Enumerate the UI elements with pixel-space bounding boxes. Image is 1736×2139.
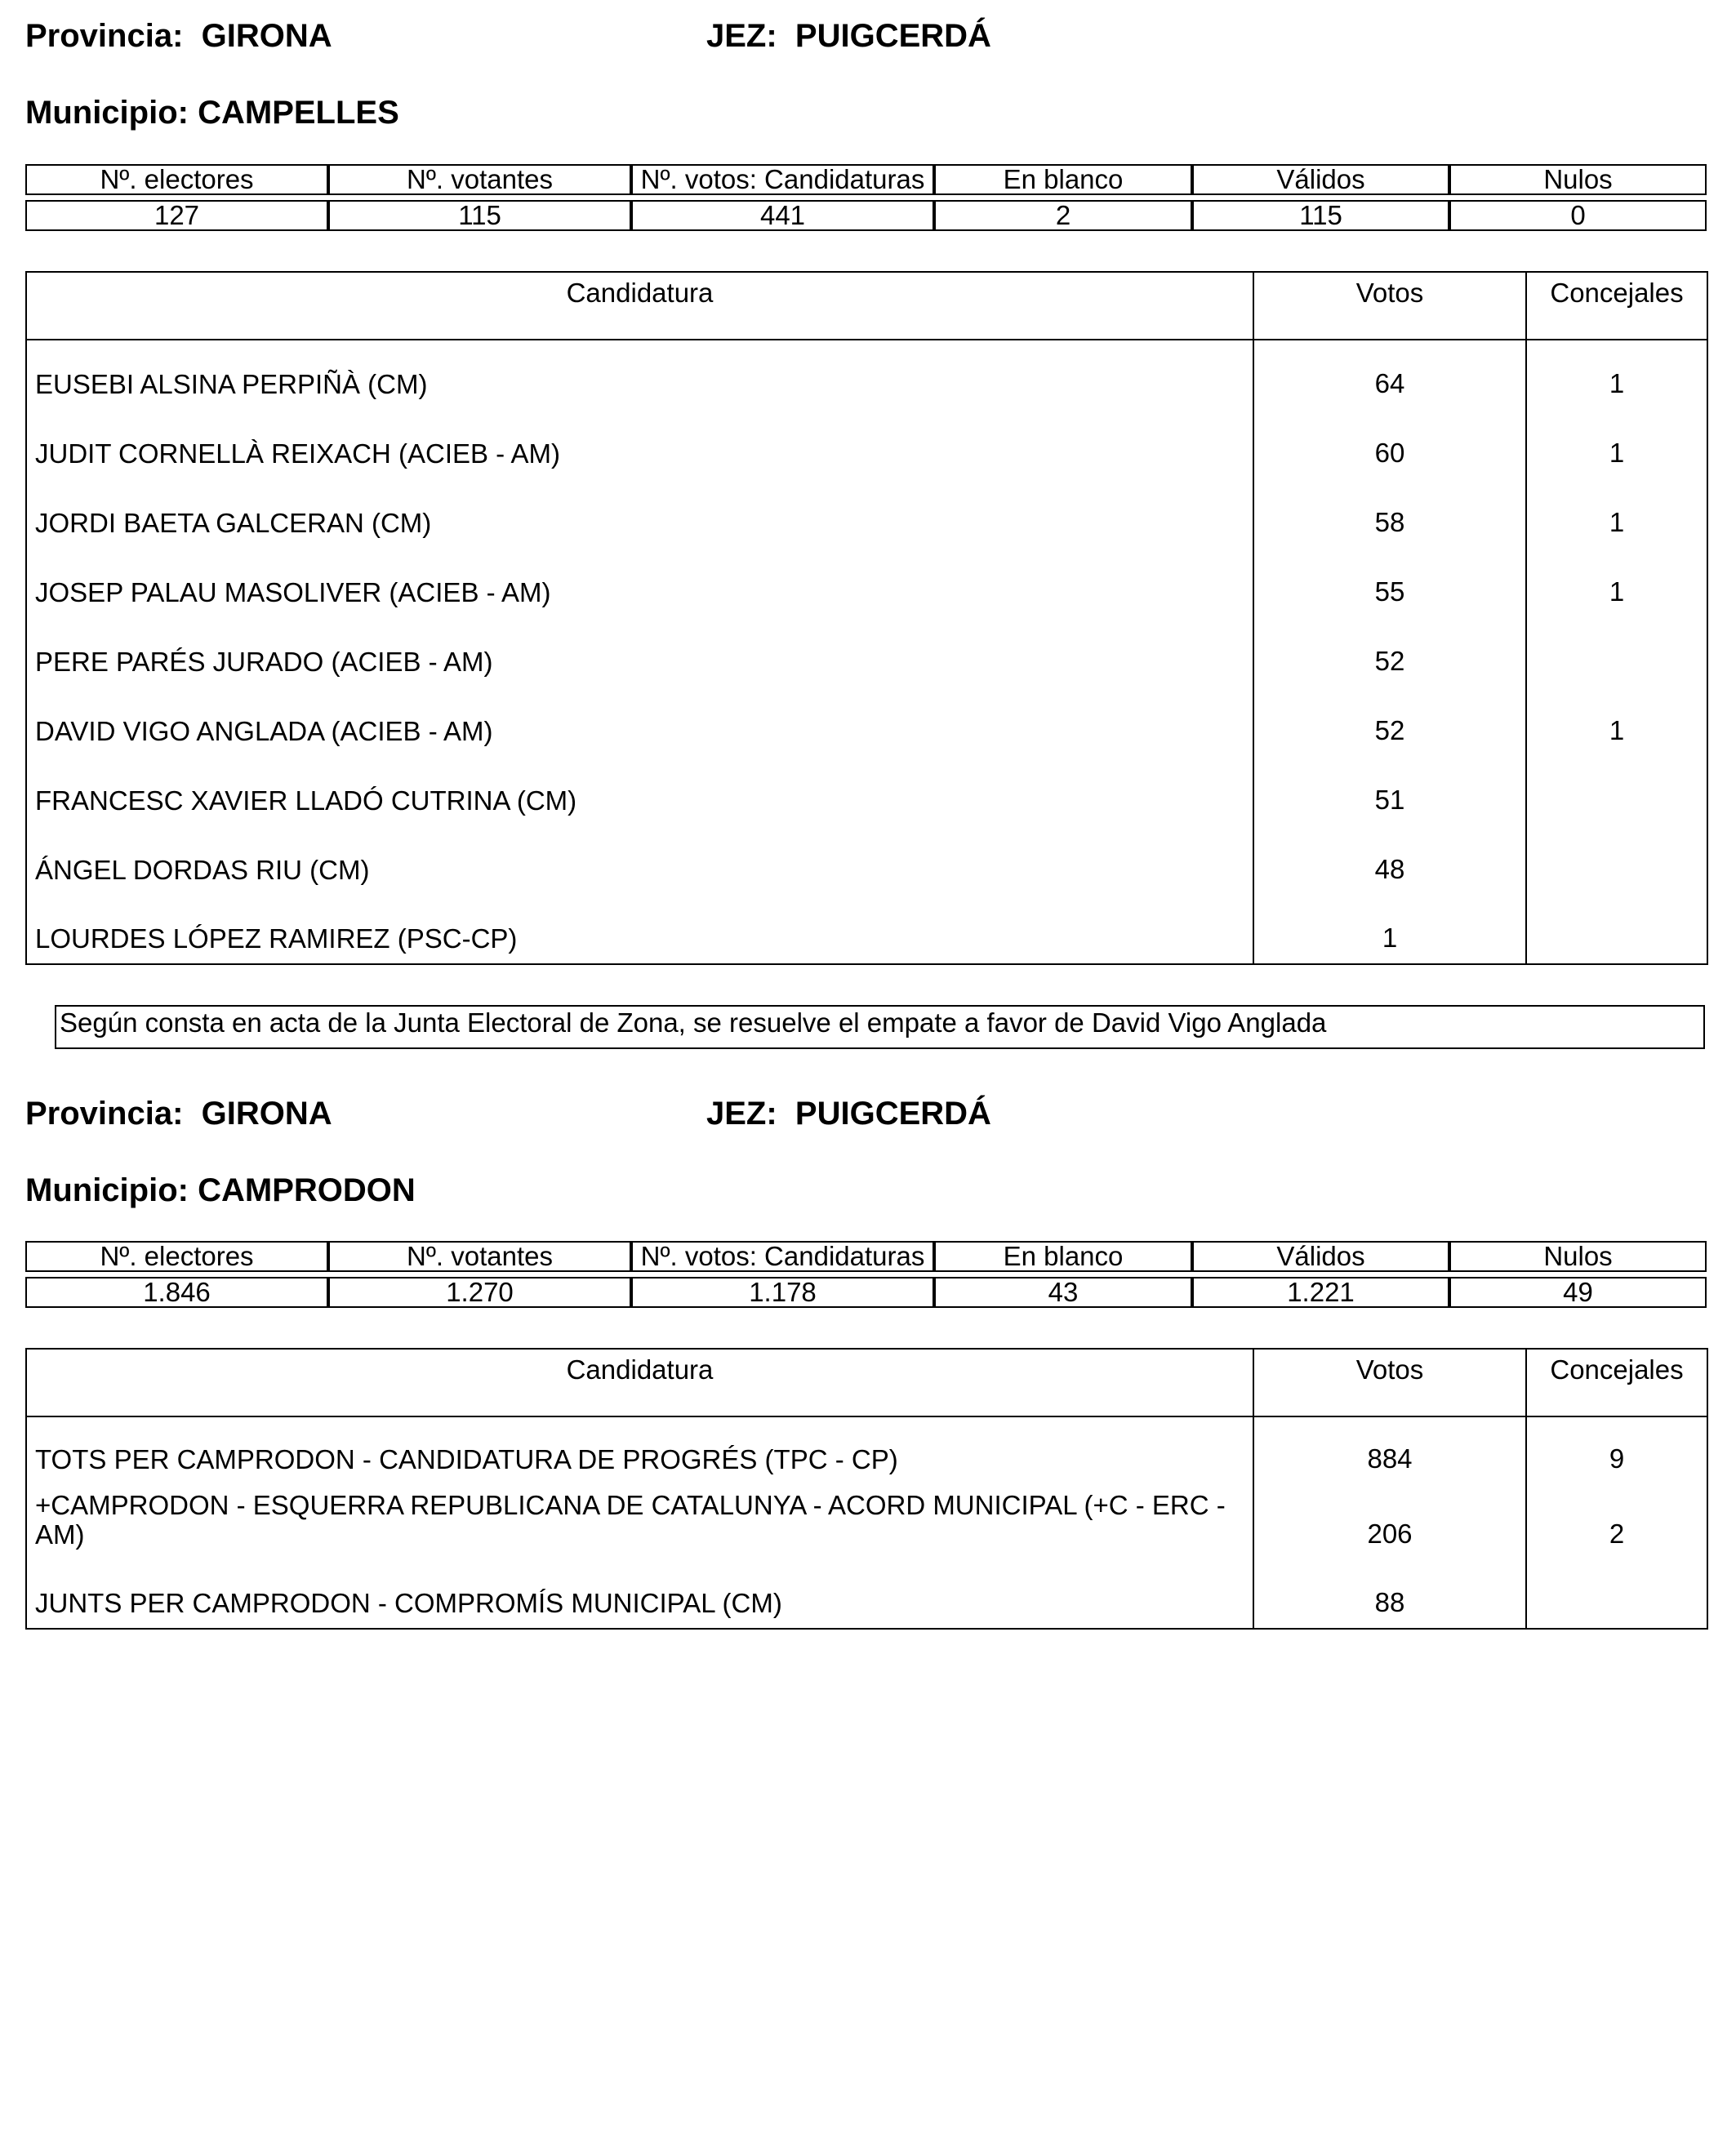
candidate-name: FRANCESC XAVIER LLADÓ CUTRINA (CM)	[35, 785, 577, 816]
stat-header: Válidos	[1192, 164, 1449, 195]
table-row	[26, 409, 1707, 478]
candidate-concejales	[1526, 895, 1707, 964]
candidate-votos: 48	[1253, 825, 1526, 895]
table-row	[26, 1416, 1707, 1484]
stat-value: 1.846	[25, 1277, 328, 1308]
candidates-table	[25, 271, 1708, 965]
col-header-candidatura: Candidatura	[26, 1349, 1253, 1416]
candidate-votos: 55	[1253, 548, 1526, 617]
table-row	[26, 687, 1707, 756]
table-row	[26, 340, 1707, 409]
candidate-name: +CAMPRODON - ESQUERRA REPUBLICANA DE CATALUNYA - ACORD MUNICIPAL (+C - ERC - AM)	[35, 1490, 1226, 1550]
provincia-header: Provincia: GIRONA	[25, 1096, 332, 1132]
stat-header: Nulos	[1449, 164, 1707, 195]
col-header-votos: Votos	[1253, 272, 1526, 340]
candidate-votos: 60	[1253, 409, 1526, 478]
stat-header: Nº. votantes	[328, 164, 631, 195]
table-row	[26, 895, 1707, 964]
col-header-votos: Votos	[1253, 1349, 1526, 1416]
stat-value: 1.178	[631, 1277, 934, 1308]
stat-value: 127	[25, 200, 328, 231]
jez-header: JEZ: PUIGCERDÁ	[706, 1096, 991, 1132]
candidate-concejales: 9	[1526, 1416, 1707, 1484]
candidate-name: TOTS PER CAMPRODON - CANDIDATURA DE PROGRÉS (TPC - CP)	[35, 1444, 898, 1474]
candidate-concejales	[1526, 1559, 1707, 1629]
table-row	[26, 756, 1707, 825]
table-row	[26, 617, 1707, 687]
table-row	[26, 1484, 1707, 1559]
candidate-votos: 52	[1253, 617, 1526, 687]
stat-header: Nº. votos: Candidaturas	[631, 164, 934, 195]
candidate-votos: 88	[1253, 1559, 1526, 1629]
stat-header: Nulos	[1449, 1241, 1707, 1272]
stat-value: 115	[328, 200, 631, 231]
stat-value: 1.270	[328, 1277, 631, 1308]
col-header-concejales: Concejales	[1526, 272, 1707, 340]
candidate-name: DAVID VIGO ANGLADA (ACIEB - AM)	[35, 716, 493, 746]
candidate-concejales: 1	[1526, 409, 1707, 478]
table-row	[26, 548, 1707, 617]
candidate-concejales: 2	[1526, 1484, 1707, 1559]
candidate-concejales	[1526, 825, 1707, 895]
candidate-votos: 51	[1253, 756, 1526, 825]
stat-header: Nº. electores	[25, 164, 328, 195]
stat-value: 2	[934, 200, 1192, 231]
municipio-header: Municipio: CAMPRODON	[25, 1172, 416, 1208]
candidate-concejales: 1	[1526, 687, 1707, 756]
stat-header: Válidos	[1192, 1241, 1449, 1272]
candidate-name: EUSEBI ALSINA PERPIÑÀ (CM)	[35, 369, 428, 399]
stat-value: 0	[1449, 200, 1707, 231]
stats-table	[25, 164, 1707, 231]
table-row	[26, 478, 1707, 548]
candidate-name: JUDIT CORNELLÀ REIXACH (ACIEB - AM)	[35, 438, 561, 469]
stat-value: 49	[1449, 1277, 1707, 1308]
candidate-name: ÁNGEL DORDAS RIU (CM)	[35, 855, 370, 885]
candidate-name: JOSEP PALAU MASOLIVER (ACIEB - AM)	[35, 577, 551, 607]
candidate-concejales: 1	[1526, 548, 1707, 617]
candidate-name: PERE PARÉS JURADO (ACIEB - AM)	[35, 647, 493, 677]
candidate-name: LOURDES LÓPEZ RAMIREZ (PSC-CP)	[35, 923, 518, 954]
stat-value: 115	[1192, 200, 1449, 231]
candidate-votos: 58	[1253, 478, 1526, 548]
candidate-concejales: 1	[1526, 478, 1707, 548]
jez-header: JEZ: PUIGCERDÁ	[706, 18, 991, 54]
tie-resolution-note: Según consta en acta de la Junta Electoral de Zona, se resuelve el empate a favor de David Vigo Anglada	[55, 1005, 1705, 1049]
stat-value: 441	[631, 200, 934, 231]
candidate-votos: 64	[1253, 340, 1526, 409]
provincia-header: Provincia: GIRONA	[25, 18, 332, 54]
candidate-votos: 52	[1253, 687, 1526, 756]
stats-table	[25, 1241, 1707, 1308]
candidates-table	[25, 1348, 1708, 1630]
stat-header: Nº. votos: Candidaturas	[631, 1241, 934, 1272]
stat-value: 43	[934, 1277, 1192, 1308]
stat-header: En blanco	[934, 164, 1192, 195]
candidate-concejales: 1	[1526, 340, 1707, 409]
table-row	[26, 1559, 1707, 1629]
col-header-candidatura: Candidatura	[26, 272, 1253, 340]
stat-header: En blanco	[934, 1241, 1192, 1272]
stat-header: Nº. electores	[25, 1241, 328, 1272]
candidate-votos: 1	[1253, 895, 1526, 964]
candidate-concejales	[1526, 756, 1707, 825]
stat-value: 1.221	[1192, 1277, 1449, 1308]
candidate-name: JORDI BAETA GALCERAN (CM)	[35, 508, 432, 538]
municipio-header: Municipio: CAMPELLES	[25, 95, 399, 131]
col-header-concejales: Concejales	[1526, 1349, 1707, 1416]
table-row	[26, 825, 1707, 895]
candidate-concejales	[1526, 617, 1707, 687]
candidate-votos: 206	[1253, 1484, 1526, 1559]
candidate-votos: 884	[1253, 1416, 1526, 1484]
candidate-name: JUNTS PER CAMPRODON - COMPROMÍS MUNICIPAL (CM)	[35, 1588, 782, 1618]
stat-header: Nº. votantes	[328, 1241, 631, 1272]
